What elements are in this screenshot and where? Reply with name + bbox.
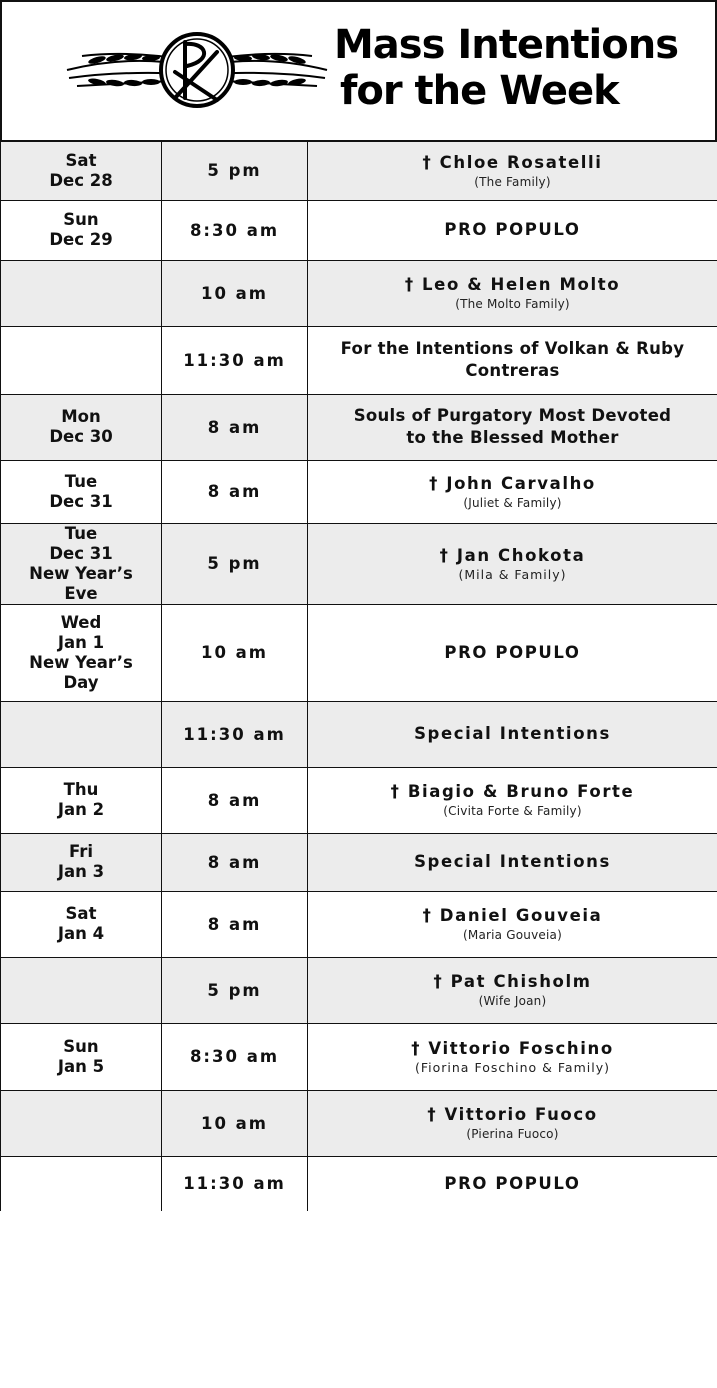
date-cell bbox=[1, 394, 162, 460]
page-title bbox=[334, 22, 704, 114]
table-row bbox=[1, 1090, 717, 1156]
date-cell bbox=[1, 604, 162, 701]
time-cell: 8 am bbox=[162, 833, 308, 891]
date-cell bbox=[1, 523, 162, 604]
date-line: New Year’s bbox=[29, 652, 133, 672]
intention-cell bbox=[308, 767, 717, 833]
time-cell: 8 am bbox=[162, 767, 308, 833]
table-row bbox=[1, 1156, 717, 1211]
date-line: Tue bbox=[64, 523, 98, 543]
time-cell: 11:30 am bbox=[162, 701, 308, 767]
intention-cell bbox=[308, 326, 717, 394]
table-row bbox=[1, 604, 717, 701]
date-line: Sun bbox=[63, 1036, 99, 1056]
donor-text: (The Family) bbox=[474, 174, 551, 189]
date-line: Jan 2 bbox=[57, 800, 105, 819]
intention-cell bbox=[308, 200, 717, 260]
date-line: Day bbox=[63, 672, 99, 692]
intention-text: † Pat Chisholm bbox=[433, 972, 592, 991]
intention-text: PRO POPULO bbox=[444, 220, 581, 239]
donor-text: (The Molto Family) bbox=[455, 297, 570, 311]
time-cell: 5 pm bbox=[162, 523, 308, 604]
time-cell: 10 am bbox=[162, 1090, 308, 1156]
time-cell: 11:30 am bbox=[162, 1156, 308, 1211]
date-cell bbox=[1, 767, 162, 833]
time-cell: 5 pm bbox=[162, 957, 308, 1023]
intention-text: † John Carvalho bbox=[429, 473, 596, 493]
table-row bbox=[1, 767, 717, 833]
date-line: Dec 31 bbox=[49, 491, 113, 511]
date-cell bbox=[1, 460, 162, 523]
donor-text: (Fiorina Foschino & Family) bbox=[415, 1059, 610, 1075]
date-cell bbox=[1, 200, 162, 260]
date-cell bbox=[1, 891, 162, 957]
date-cell bbox=[1, 701, 162, 767]
date-cell bbox=[1, 833, 162, 891]
intention-text: † Biagio & Bruno Forte bbox=[390, 782, 635, 801]
date-line: Jan 5 bbox=[57, 1056, 105, 1076]
date-line: Wed bbox=[60, 612, 102, 632]
donor-text: (Juliet & Family) bbox=[463, 495, 562, 510]
intention-text: Souls of Purgatory Most Devoted to the Blessed Mother bbox=[353, 406, 672, 447]
header-banner bbox=[0, 0, 717, 142]
intention-cell bbox=[308, 957, 717, 1023]
date-line: Mon bbox=[61, 407, 101, 426]
title-line-1: Mass Intentions bbox=[334, 22, 679, 68]
intention-text: † Vittorio Foschino bbox=[411, 1038, 614, 1058]
intention-cell bbox=[308, 833, 717, 891]
date-cell bbox=[1, 957, 162, 1023]
date-cell bbox=[1, 142, 162, 200]
intention-cell bbox=[308, 1156, 717, 1211]
date-cell bbox=[1, 1090, 162, 1156]
donor-text: (Mila & Family) bbox=[458, 566, 567, 582]
donor-text: (Maria Gouveia) bbox=[463, 928, 562, 942]
date-line: Dec 28 bbox=[49, 170, 113, 190]
table-row bbox=[1, 200, 717, 260]
table-row bbox=[1, 701, 717, 767]
time-cell: 8:30 am bbox=[162, 200, 308, 260]
table-row bbox=[1, 891, 717, 957]
intention-cell bbox=[308, 260, 717, 326]
table-row bbox=[1, 957, 717, 1023]
intention-text: PRO POPULO bbox=[444, 1173, 581, 1193]
time-cell: 8:30 am bbox=[162, 1023, 308, 1090]
mass-schedule-table bbox=[0, 142, 717, 1211]
intention-text: PRO POPULO bbox=[444, 642, 581, 662]
date-line: Dec 29 bbox=[49, 230, 113, 249]
intention-text: Special Intentions bbox=[414, 724, 611, 743]
table-row bbox=[1, 1023, 717, 1090]
title-line-2: for the Week bbox=[340, 68, 619, 114]
intention-text: † Vittorio Fuoco bbox=[427, 1105, 598, 1124]
chi-rho-wheat-icon bbox=[57, 10, 337, 130]
intention-cell bbox=[308, 523, 717, 604]
date-line: Sun bbox=[63, 210, 99, 229]
intention-cell bbox=[308, 891, 717, 957]
time-cell: 10 am bbox=[162, 260, 308, 326]
time-cell: 10 am bbox=[162, 604, 308, 701]
table-row bbox=[1, 260, 717, 326]
intention-text: For the Intentions of Volkan & Ruby Contreras bbox=[340, 339, 685, 380]
intention-cell bbox=[308, 604, 717, 701]
date-line: Tue bbox=[64, 471, 98, 491]
date-line: Jan 4 bbox=[57, 924, 105, 943]
table-row bbox=[1, 142, 717, 200]
donor-text: (Wife Joan) bbox=[478, 994, 547, 1008]
time-cell: 11:30 am bbox=[162, 326, 308, 394]
date-cell bbox=[1, 1156, 162, 1211]
date-line: Dec 31 bbox=[49, 543, 113, 563]
intention-cell bbox=[308, 1023, 717, 1090]
date-line: Dec 30 bbox=[49, 427, 113, 446]
intention-cell bbox=[308, 394, 717, 460]
intention-cell bbox=[308, 1090, 717, 1156]
table-row bbox=[1, 326, 717, 394]
date-line: Jan 1 bbox=[57, 632, 105, 652]
intention-text: Special Intentions bbox=[414, 852, 611, 871]
time-cell: 5 pm bbox=[162, 142, 308, 200]
table-row bbox=[1, 460, 717, 523]
intention-text: † Chloe Rosatelli bbox=[422, 152, 603, 172]
intention-cell bbox=[308, 701, 717, 767]
donor-text: (Pierina Fuoco) bbox=[466, 1127, 559, 1141]
date-line: Eve bbox=[64, 583, 98, 603]
table-row bbox=[1, 833, 717, 891]
donor-text: (Civita Forte & Family) bbox=[443, 804, 582, 818]
date-line: Thu bbox=[63, 780, 99, 799]
date-cell bbox=[1, 260, 162, 326]
date-line: Jan 3 bbox=[57, 862, 105, 881]
time-cell: 8 am bbox=[162, 394, 308, 460]
date-line: Sat bbox=[65, 150, 97, 170]
time-cell: 8 am bbox=[162, 460, 308, 523]
intention-cell bbox=[308, 460, 717, 523]
date-cell bbox=[1, 326, 162, 394]
date-cell bbox=[1, 1023, 162, 1090]
table-row bbox=[1, 394, 717, 460]
intention-cell bbox=[308, 142, 717, 200]
date-line: New Year’s bbox=[29, 563, 133, 583]
table-row bbox=[1, 523, 717, 604]
date-line: Sat bbox=[65, 904, 97, 923]
intention-text: † Jan Chokota bbox=[439, 545, 586, 565]
date-line: Fri bbox=[68, 842, 93, 861]
intention-text: † Daniel Gouveia bbox=[422, 906, 603, 925]
time-cell: 8 am bbox=[162, 891, 308, 957]
intention-text: † Leo & Helen Molto bbox=[404, 275, 621, 294]
